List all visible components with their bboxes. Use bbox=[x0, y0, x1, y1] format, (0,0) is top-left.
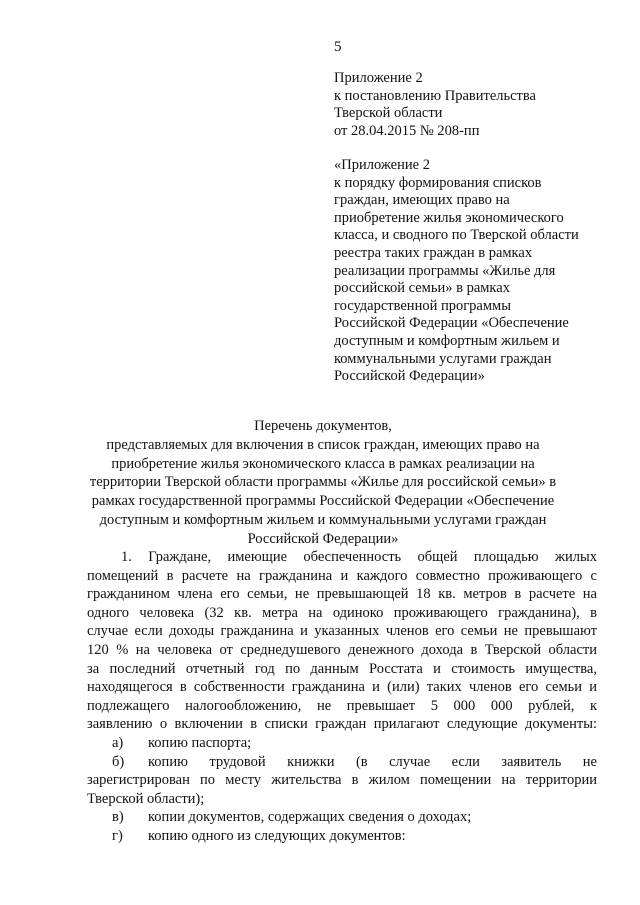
attachment-main-line: Приложение 2 bbox=[334, 70, 423, 86]
heading-line: Перечень документов, bbox=[254, 418, 392, 434]
list-item-g bbox=[87, 827, 597, 846]
list-item-b-continuation: зарегистрирован по месту жительства в жилом помещении на территории bbox=[87, 772, 597, 789]
list-item-b-continuation: Тверской области); bbox=[87, 790, 205, 807]
heading-line: Российской Федерации» bbox=[247, 530, 399, 547]
list-item-b bbox=[87, 753, 597, 772]
list-marker: б) bbox=[112, 753, 125, 770]
attachment-main-line: от 28.04.2015 № 208-пп bbox=[334, 122, 480, 139]
heading-line: представляемых для включения в список граждан, имеющих право на bbox=[106, 436, 540, 453]
attachment-sub-line: коммунальными услугами граждан bbox=[334, 350, 552, 367]
paragraph-line: гражданином члена его семьи, не превышающей 18 кв. метров в расчете на bbox=[87, 586, 597, 603]
heading-line: рамках государственной программы Российской Федерации «Обеспечение bbox=[91, 493, 555, 510]
list-marker: а) bbox=[112, 734, 124, 751]
attachment-header-main bbox=[334, 70, 610, 140]
attachment-main-line: к постановлению Правительства bbox=[334, 87, 536, 104]
heading-line: приобретение жилья экономического класса в рамках реализации на bbox=[111, 455, 535, 472]
list-item-text: копию паспорта; bbox=[148, 734, 252, 751]
attachment-sub-line: реестра таких граждан в рамках bbox=[334, 244, 533, 261]
paragraph-line: одного человека (32 кв. метра на одиноко проживающего гражданина), в bbox=[87, 604, 597, 621]
paragraph-line: заявлению о включении в списки граждан прилагают следующие документы: bbox=[87, 716, 597, 733]
list-item-a bbox=[87, 734, 597, 753]
list-item-text: копию трудовой книжки (в случае если заявитель не bbox=[148, 753, 597, 770]
attachment-sub-line: к порядку формирования списков bbox=[334, 174, 542, 191]
attachment-sub-line: реализации программы «Жилье для bbox=[334, 262, 556, 279]
attachment-sub-line: доступным и комфортным жильем и bbox=[334, 332, 560, 349]
paragraph-line: помещений в расчете на гражданина и каждого совместно проживающего с bbox=[87, 567, 597, 584]
paragraph-line: находящегося в собственности гражданина и (или) таких членов его семьи и bbox=[87, 679, 597, 696]
attachment-main-line: Тверской области bbox=[334, 105, 443, 122]
heading-line: доступным и комфортным жильем и коммунальными услугами граждан bbox=[99, 511, 547, 528]
attachment-sub-line: российской семьи» в рамках bbox=[334, 280, 510, 297]
heading-line: территории Тверской области программы «Жилье для российской семьи» в bbox=[89, 474, 557, 491]
paragraph-line: 120 % на человека от среднедушевого денежного дохода в Тверской области bbox=[87, 641, 597, 658]
attachment-sub-line: государственной программы bbox=[334, 297, 511, 314]
list-item-text: копии документов, содержащих сведения о доходах; bbox=[148, 809, 472, 826]
paragraph-1 bbox=[87, 548, 597, 846]
list-item-v bbox=[87, 808, 597, 827]
list-item-text: копию одного из следующих документов: bbox=[148, 827, 406, 844]
list-marker: г) bbox=[112, 827, 123, 844]
paragraph-line: за последний отчетный год по данным Росстата и стоимость имущества, bbox=[87, 660, 597, 677]
document-heading bbox=[40, 417, 606, 549]
attachment-sub-line: Российской Федерации» bbox=[334, 368, 485, 385]
attachment-sub-line: «Приложение 2 bbox=[334, 157, 430, 173]
paragraph-line: подлежащего налогообложению, не превышает 5 000 000 рублей, к bbox=[87, 697, 597, 714]
attachment-header-sub bbox=[334, 157, 610, 386]
paragraph-line: 1. Граждане, имеющие обеспеченность общей площадью жилых bbox=[121, 549, 597, 565]
paragraph-line: случае если доходы гражданина и указанных членов его семьи не превышают bbox=[87, 623, 597, 640]
attachment-sub-line: класса, и сводного по Тверской области bbox=[334, 227, 579, 244]
list-marker: в) bbox=[112, 809, 124, 826]
attachment-sub-line: Российской Федерации «Обеспечение bbox=[334, 315, 569, 332]
page-number: 5 bbox=[334, 39, 342, 55]
attachment-sub-line: граждан, имеющих право на bbox=[334, 192, 510, 209]
attachment-sub-line: приобретение жилья экономического bbox=[334, 209, 564, 226]
